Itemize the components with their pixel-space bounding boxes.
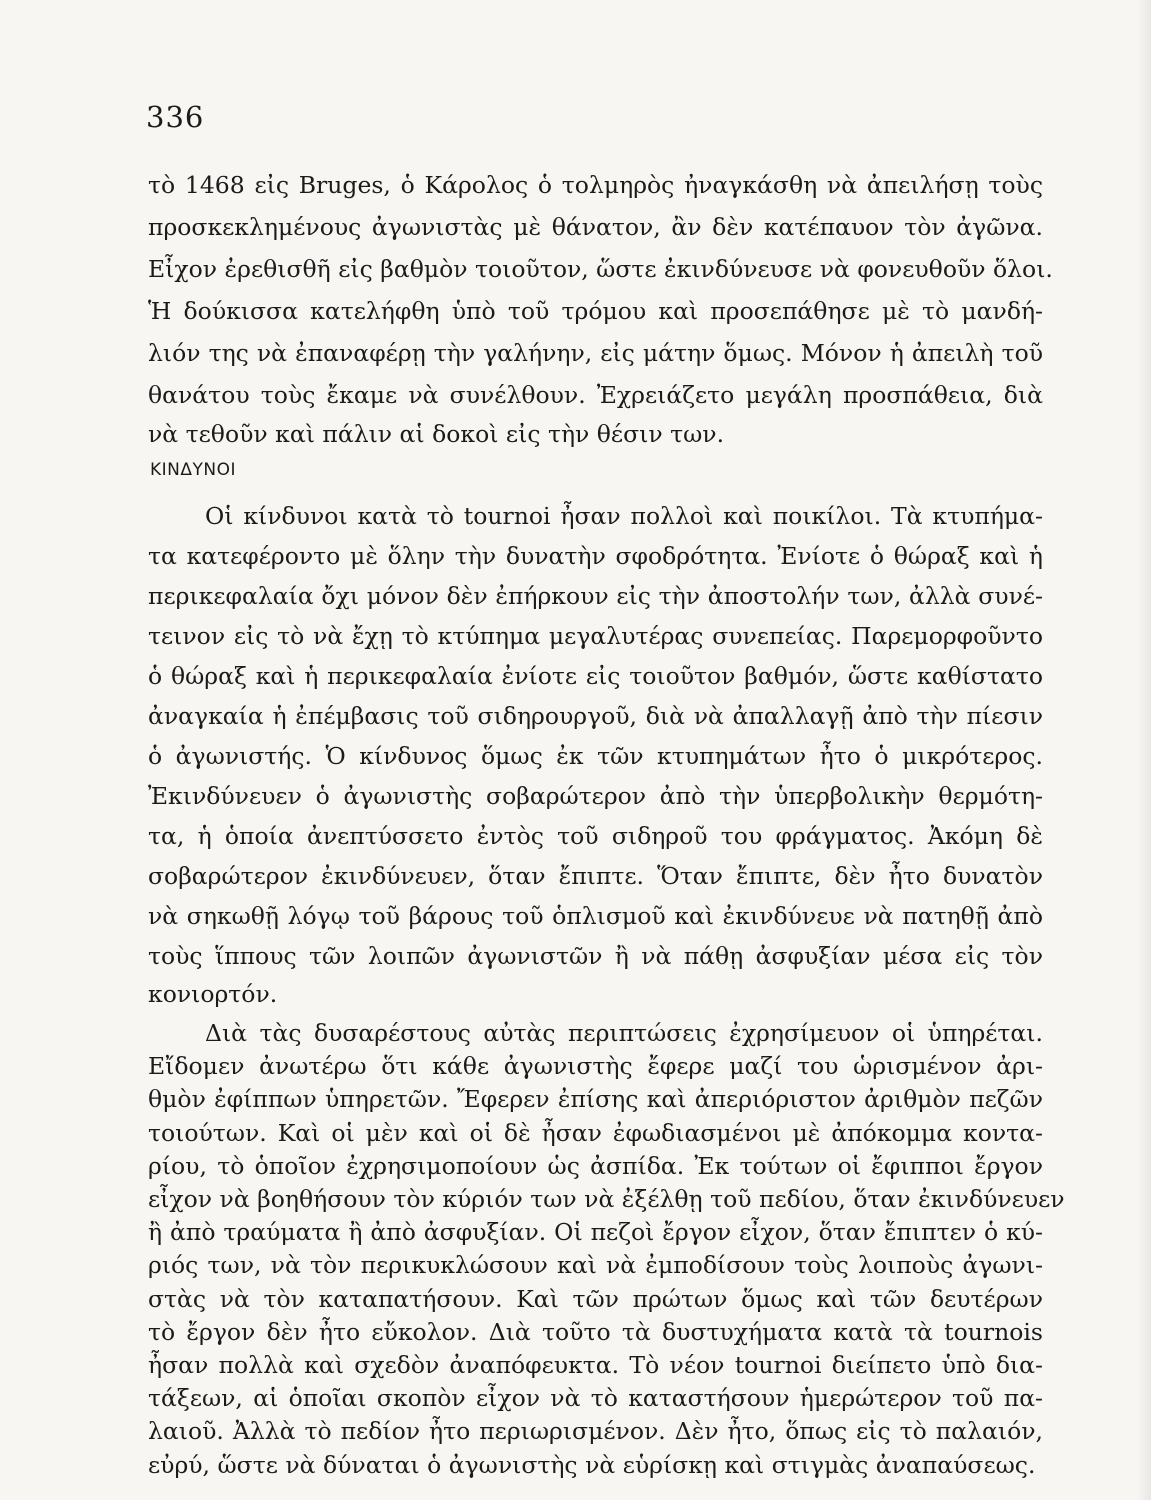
text-line: εἶχον νὰ βοηθήσουν τὸν κύριόν των νὰ ἐξέλθῃ τοῦ πεδίου, ὅταν ἐκινδύνευεν <box>148 1185 1065 1213</box>
text-line: σοβαρώτερον ἐκινδύνευεν, ὅταν ἔπιπτε. Ὅταν ἔπιπτε, δὲν ἦτο δυνατὸν <box>148 862 1043 890</box>
page-edge-shadow <box>1137 0 1151 1500</box>
text-line: Ἐκινδύνευεν ὁ ἀγωνιστὴς σοβαρώτερον ἀπὸ τὴν ὑπερβολικὴν θερμότη- <box>148 782 1043 810</box>
text-line: λαιοῦ. Ἀλλὰ τὸ πεδίον ἦτο περιωρισμένον. Δὲν ἦτο, ὅπως εἰς τὸ παλαιόν, <box>148 1417 1043 1446</box>
page-number: 336 <box>146 100 205 134</box>
text-line: εὐρύ, ὥστε νὰ δύναται ὁ ἀγωνιστὴς νὰ εὑρίσκῃ καὶ στιγμὰς ἀναπαύσεως. <box>148 1450 1036 1479</box>
text-line: Διὰ τὰς δυσαρέστους αὐτὰς περιπτώσεις ἐχρησίμευον οἱ ὑπηρέται. <box>205 1019 1043 1047</box>
text-line: λιόν της νὰ ἐπαναφέρῃ τὴν γαλήνην, εἰς μάτην ὅμως. Μόνον ἡ ἀπειλὴ τοῦ <box>148 339 1043 367</box>
text-line: κονιορτόν. <box>148 980 278 1008</box>
text-line: Εἶχον ἐρεθισθῆ εἰς βαθμὸν τοιοῦτον, ὥστε ἐκινδύνευσε νὰ φονευθοῦν ὅλοι. <box>148 255 1053 283</box>
text-line: τοιούτων. Καὶ οἱ μὲν καὶ οἱ δὲ ἦσαν ἐφωδιασμένοι μὲ ἀπόκομμα κοντα- <box>148 1118 1043 1147</box>
text-line: περικεφαλαία ὄχι μόνον δὲν ἐπήρκουν εἰς τὴν ἀποστολήν των, ἀλλὰ συνέ- <box>148 582 1043 610</box>
text-line: Εἴδομεν ἀνωτέρω ὅτι κάθε ἀγωνιστὴς ἔφερε μαζί του ὡρισμένον ἀρι- <box>148 1052 1043 1081</box>
text-line: ὁ ἀγωνιστής. Ὁ κίνδυνος ὅμως ἐκ τῶν κτυπημάτων ἦτο ὁ μικρότερος. <box>148 742 1043 770</box>
text-line: τεινον εἰς τὸ νὰ ἔχῃ τὸ κτύπημα μεγαλυτέρας συνεπείας. Παρεμορφοῦντο <box>148 622 1043 650</box>
text-line: τὸ ἔργον δὲν ἦτο εὔκολον. Διὰ τοῦτο τὰ δυστυχήματα κατὰ τὰ tournois <box>148 1317 1043 1346</box>
section-heading: ΚΙΝΔΥΝΟΙ <box>150 460 237 480</box>
text-line: τα κατεφέροντο μὲ ὅλην τὴν δυνατὴν σφοδρότητα. Ἐνίοτε ὁ θώραξ καὶ ἡ <box>148 542 1043 570</box>
text-line: Οἱ κίνδυνοι κατὰ τὸ tournoi ἦσαν πολλοὶ καὶ ποικίλοι. Τὰ κτυπήμα- <box>205 502 1043 530</box>
text-line: ρίου, τὸ ὁποῖον ἐχρησιμοποίουν ὡς ἀσπίδα. Ἐκ τούτων οἱ ἔφιπποι ἔργον <box>148 1151 1043 1180</box>
text-line: ἢ ἀπὸ τραύματα ἢ ἀπὸ ἀσφυξίαν. Οἱ πεζοὶ ἔργον εἶχον, ὅταν ἔπιπτεν ὁ κύ- <box>148 1218 1043 1247</box>
text-line: ἦσαν πολλὰ καὶ σχεδὸν ἀναπόφευκτα. Τὸ νέον tournoi διείπετο ὑπὸ δια- <box>148 1351 1043 1379</box>
text-line: θμὸν ἐφίππων ὑπηρετῶν. Ἔφερεν ἐπίσης καὶ ἀπεριόριστον ἀριθμὸν πεζῶν <box>148 1085 1043 1114</box>
text-line: ριός των, νὰ τὸν περικυκλώσουν καὶ νὰ ἐμποδίσουν τοὺς λοιποὺς ἀγωνι- <box>148 1251 1043 1280</box>
text-line: προσκεκλημένους ἀγωνιστὰς μὲ θάνατον, ἂν δὲν κατέπαυον τὸν ἀγῶνα. <box>148 213 1043 241</box>
text-line: στὰς νὰ τὸν καταπατήσουν. Καὶ τῶν πρώτων ὅμως καὶ τῶν δευτέρων <box>148 1284 1043 1313</box>
text-line: θανάτου τοὺς ἔκαμε νὰ συνέλθουν. Ἐχρειάζετο μεγάλη προσπάθεια, διὰ <box>148 381 1043 409</box>
text-line: νὰ σηκωθῇ λόγῳ τοῦ βάρους τοῦ ὁπλισμοῦ καὶ ἐκινδύνευε νὰ πατηθῇ ἀπὸ <box>148 902 1043 930</box>
text-line: τα, ἡ ὁποία ἀνεπτύσσετο ἐντὸς τοῦ σιδηροῦ του φράγματος. Ἀκόμη δὲ <box>148 822 1043 850</box>
text-line: ὁ θώραξ καὶ ἡ περικεφαλαία ἐνίοτε εἰς τοιοῦτον βαθμόν, ὥστε καθίστατο <box>148 662 1043 690</box>
text-line: τάξεων, αἱ ὁποῖαι σκοπὸν εἶχον νὰ τὸ καταστήσουν ἡμερώτερον τοῦ πα- <box>148 1384 1043 1413</box>
text-line: τὸ 1468 εἰς Bruges, ὁ Κάρολος ὁ τολμηρὸς ἠναγκάσθη νὰ ἀπειλήσῃ τοὺς <box>148 171 1043 199</box>
text-line: ἀναγκαία ἡ ἐπέμβασις τοῦ σιδηρουργοῦ, διὰ νὰ ἀπαλλαγῇ ἀπὸ τὴν πίεσιν <box>148 702 1043 730</box>
text-line: νὰ τεθοῦν καὶ πάλιν αἱ δοκοὶ εἰς τὴν θέσιν των. <box>148 420 725 448</box>
text-line: Ἡ δούκισσα κατελήφθη ὑπὸ τοῦ τρόμου καὶ προσεπάθησε μὲ τὸ μανδή- <box>148 297 1043 325</box>
text-line: τοὺς ἵππους τῶν λοιπῶν ἀγωνιστῶν ἢ νὰ πάθῃ ἀσφυξίαν μέσα εἰς τὸν <box>148 942 1043 970</box>
